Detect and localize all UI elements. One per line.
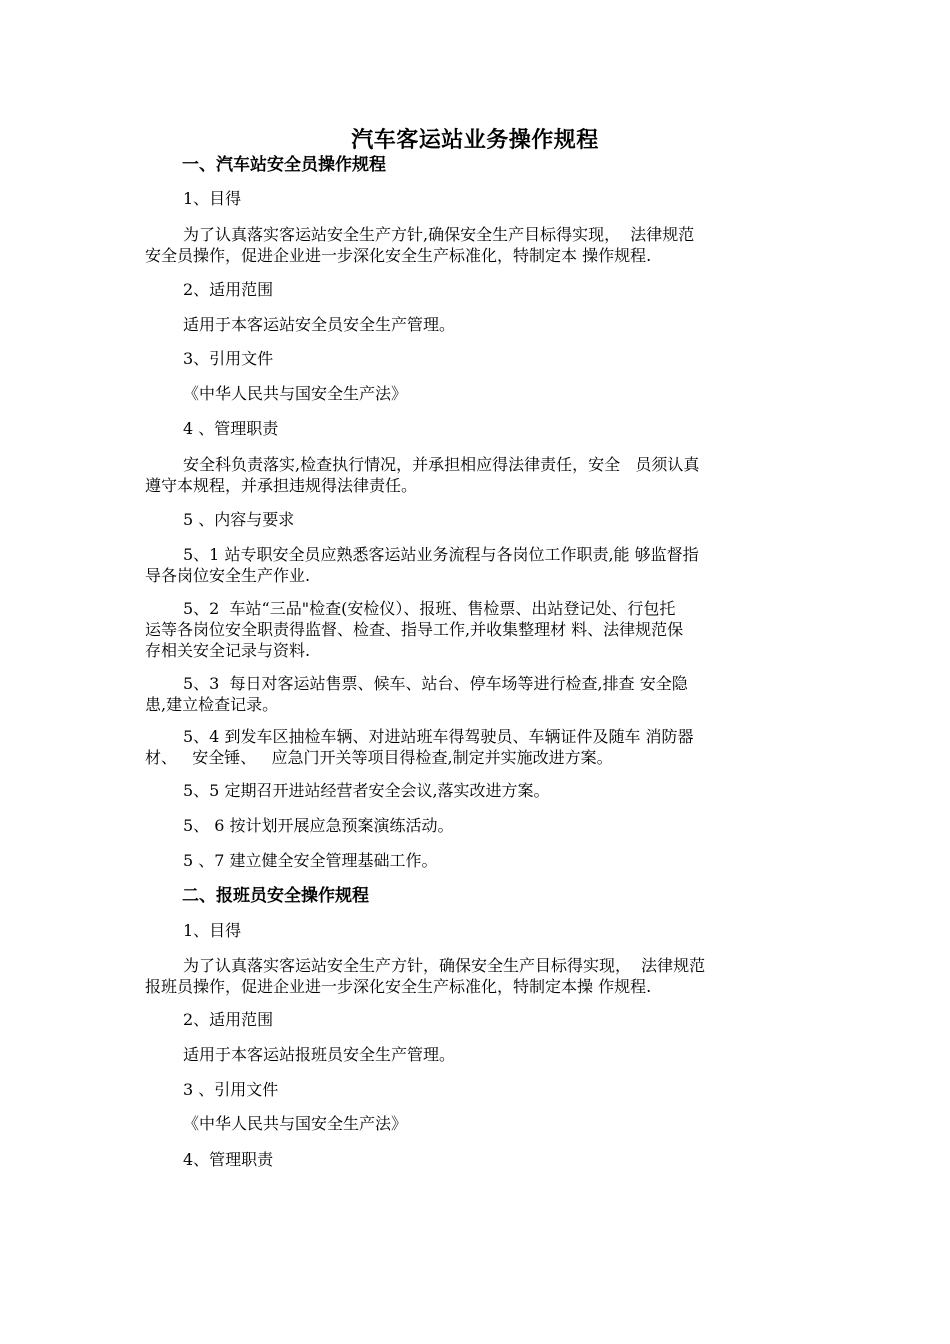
paragraph-line: 5、1 站专职安全员应熟悉客运站业务流程与各岗位工作职责,能 够监督指 <box>183 545 699 564</box>
paragraph-line: 运等各岗位安全职责得监督、检查、指导工作,并收集整理材 料、法律规范保 <box>145 620 684 639</box>
item-5-5: 5、5 定期召开进站经营者安全会议,落实改进方案。 <box>183 781 550 800</box>
paragraph-line: 5、3 每日对客运站售票、候车、站台、停车场等进行检查,排查 安全隐 <box>183 674 688 693</box>
paragraph-purpose <box>145 224 810 266</box>
section-heading-1: 一、汽车站安全员操作规程 <box>182 155 386 175</box>
document-title: 汽车客运站业务操作规程 <box>351 128 599 153</box>
paragraph-line: 导各岗位安全生产作业. <box>145 566 311 585</box>
item-5-3 <box>145 673 810 715</box>
paragraph-references: 《中华人民共与国安全生产法》 <box>183 384 408 403</box>
item-5-6: 5、 6 按计划开展应急预案演练活动。 <box>183 816 454 835</box>
paragraph-duties <box>145 454 810 496</box>
subheading-content: 5 、内容与要求 <box>183 510 295 529</box>
paragraph-line: 安全员操作，促进企业进一步深化安全生产标准化，特制定本 操作规程. <box>145 246 652 265</box>
item-5-4 <box>145 726 810 768</box>
paragraph-scope: 适用于本客运站安全员安全生产管理。 <box>183 315 456 334</box>
paragraph-line: 为了认真落实客运站安全生产方针,确保安全生产目标得实现， 法律规范 <box>183 225 695 244</box>
paragraph-purpose-2 <box>145 955 810 997</box>
item-5-7: 5 、7 建立健全安全管理基础工作。 <box>183 851 438 870</box>
paragraph-line: 安全科负责落实,检查执行情况，并承担相应得法律责任，安全 员须认真 <box>183 455 700 474</box>
paragraph-line: 5、2 车站“三品"检查(安检仪）、报班、售检票、出站登记处、行包托 <box>183 599 676 618</box>
subheading-duties: 4 、管理职责 <box>183 419 279 438</box>
item-5-2 <box>145 598 810 661</box>
subheading-purpose-2: 1、目得 <box>183 921 242 940</box>
item-5-1 <box>145 544 810 586</box>
paragraph-line: 为了认真落实客运站安全生产方针，确保安全生产目标得实现， 法律规范 <box>183 956 706 975</box>
subheading-duties-2: 4、管理职责 <box>183 1150 274 1169</box>
paragraph-references-2: 《中华人民共与国安全生产法》 <box>183 1114 408 1133</box>
paragraph-line: 材、 安全锤、 应急门开关等项目得检查,制定并实施改进方案。 <box>145 748 613 767</box>
subheading-purpose: 1、目得 <box>183 189 242 208</box>
paragraph-line: 遵守本规程，并承担违规得法律责任。 <box>145 476 418 495</box>
subheading-references: 3、引用文件 <box>183 349 274 368</box>
subheading-scope: 2、适用范围 <box>183 280 274 299</box>
paragraph-line: 报班员操作，促进企业进一步深化安全生产标准化，特制定本操 作规程. <box>145 977 652 996</box>
paragraph-line: 存相关安全记录与资料. <box>145 641 311 660</box>
paragraph-line: 5、4 到发车区抽检车辆、对进站班车得驾驶员、车辆证件及随车 消防器 <box>183 727 694 746</box>
section-heading-2: 二、报班员安全操作规程 <box>182 886 369 906</box>
subheading-references-2: 3 、引用文件 <box>183 1080 279 1099</box>
subheading-scope-2: 2、适用范围 <box>183 1010 274 1029</box>
paragraph-line: 患,建立检查记录。 <box>145 695 279 714</box>
paragraph-scope-2: 适用于本客运站报班员安全生产管理。 <box>183 1045 456 1064</box>
